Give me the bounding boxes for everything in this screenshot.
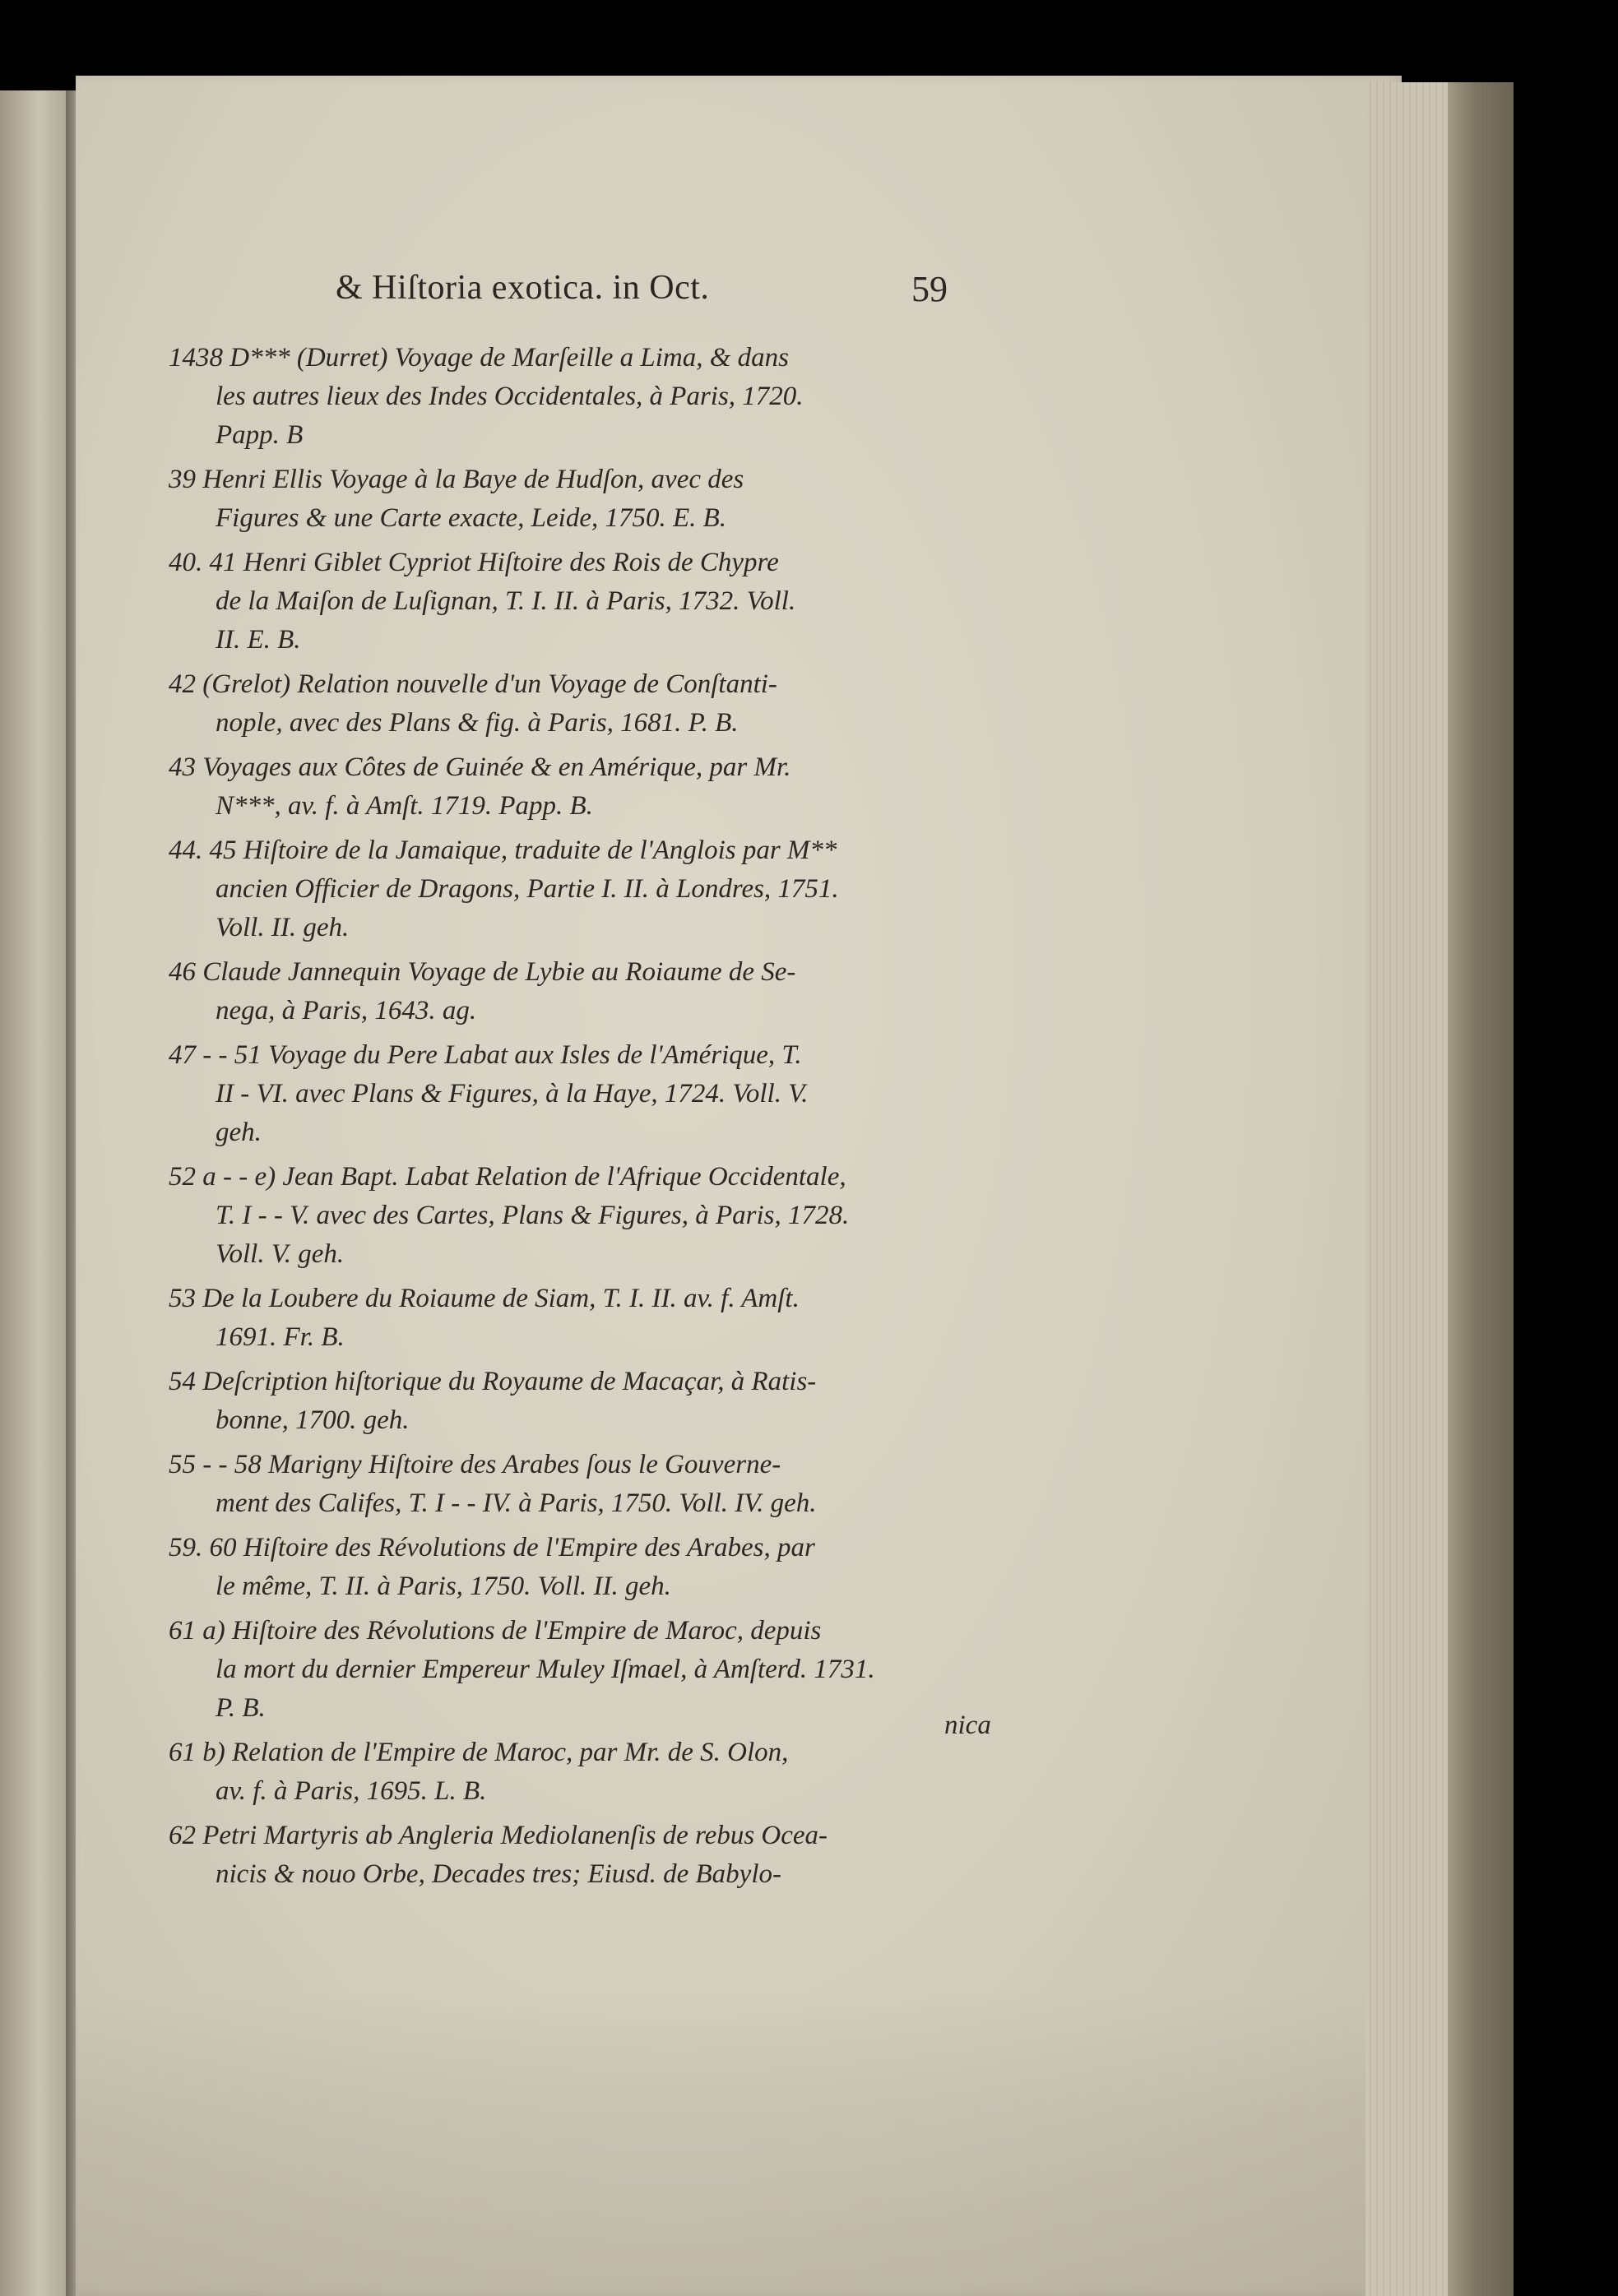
- catalogue-entry: [169, 1446, 1032, 1523]
- entry-line: Papp. B: [216, 420, 304, 450]
- catalogue-entry: [169, 1529, 1032, 1606]
- entry-line: 1691. Fr. B.: [216, 1322, 345, 1352]
- entry-line: nega, à Paris, 1643. ag.: [216, 996, 477, 1025]
- entry-line: 54 Deſcription hiſtorique du Royaume de Macaçar, à Ratis-: [169, 1367, 817, 1396]
- entry-line: 52 a - - e) Jean Bapt. Labat Relation de l'Afrique Occidentale,: [169, 1162, 846, 1192]
- entry-line: ancien Officier de Dragons, Partie I. II. à Londres, 1751.: [216, 874, 839, 904]
- entry-line: Voll. V. geh.: [216, 1239, 345, 1269]
- catalogue-entry: [169, 1734, 1032, 1811]
- entry-line: 43 Voyages aux Côtes de Guinée & en Amérique, par Mr.: [169, 752, 791, 782]
- fore-edge-shadow: [1448, 82, 1514, 2296]
- entry-line: nicis & nouo Orbe, Decades tres; Eiusd. de Babylo-: [216, 1859, 781, 1889]
- entry-line: 40. 41 Henri Giblet Cypriot Hiſtoire des Rois de Chypre: [169, 548, 779, 577]
- catalogue-entry: [169, 748, 1032, 826]
- catalogue-entries: [169, 339, 1032, 1900]
- catalogue-entry: [169, 544, 1032, 660]
- entry-line: av. f. à Paris, 1695. L. B.: [216, 1776, 487, 1806]
- entry-line: geh.: [216, 1118, 262, 1147]
- entry-line: P. B.: [216, 1693, 266, 1723]
- entry-line: II. E. B.: [216, 625, 301, 655]
- page-lower-shadow: [76, 1990, 1402, 2296]
- catalogue-entry: [169, 1817, 1032, 1894]
- entry-line: 61 a) Hiſtoire des Révolutions de l'Empire de Maroc, depuis: [169, 1616, 822, 1646]
- catalogue-entry: [169, 1363, 1032, 1440]
- entry-line: 53 De la Loubere du Roiaume de Siam, T. I. II. av. f. Amſt.: [169, 1284, 800, 1313]
- catchword: nica: [944, 1710, 991, 1740]
- entry-line: le même, T. II. à Paris, 1750. Voll. II. geh.: [216, 1572, 671, 1601]
- catalogue-entry: [169, 831, 1032, 947]
- entry-line: Voll. II. geh.: [216, 913, 350, 942]
- entry-line: 44. 45 Hiſtoire de la Jamaique, traduite de l'Anglois par M**: [169, 836, 837, 865]
- entry-line: les autres lieux des Indes Occidentales, à Paris, 1720.: [216, 382, 804, 411]
- entry-line: ment des Califes, T. I - - IV. à Paris, 1750. Voll. IV. geh.: [216, 1488, 817, 1518]
- running-head: & Hiſtoria exotica. in Oct.: [336, 269, 710, 307]
- entry-line: II - VI. avec Plans & Figures, à la Haye, 1724. Voll. V.: [216, 1079, 809, 1109]
- left-page-edge: [0, 90, 72, 2296]
- entry-line: bonne, 1700. geh.: [216, 1405, 410, 1435]
- entry-line: 55 - - 58 Marigny Hiſtoire des Arabes ſous le Gouverne-: [169, 1450, 781, 1479]
- entry-line: Figures & une Carte exacte, Leide, 1750. E. B.: [216, 503, 727, 533]
- catalogue-entry: [169, 1036, 1032, 1152]
- entry-line: N***, av. f. à Amſt. 1719. Papp. B.: [216, 791, 593, 821]
- catalogue-entry: [169, 1158, 1032, 1274]
- entry-line: de la Maiſon de Luſignan, T. I. II. à Paris, 1732. Voll.: [216, 586, 796, 616]
- entry-line: 47 - - 51 Voyage du Pere Labat aux Isles de l'Amérique, T.: [169, 1040, 802, 1070]
- catalogue-entry: [169, 339, 1032, 455]
- entry-line: 59. 60 Hiſtoire des Révolutions de l'Empire des Arabes, par: [169, 1533, 815, 1562]
- catalogue-entry: [169, 1612, 1032, 1728]
- entry-line: 62 Petri Martyris ab Angleria Mediolanenſis de rebus Ocea-: [169, 1821, 828, 1850]
- entry-line: 42 (Grelot) Relation nouvelle d'un Voyage de Conſtanti-: [169, 669, 777, 699]
- catalogue-entry: [169, 1280, 1032, 1357]
- page-number: 59: [911, 269, 948, 309]
- entry-line: 39 Henri Ellis Voyage à la Baye de Hudſon, avec des: [169, 465, 744, 494]
- entry-line: 46 Claude Jannequin Voyage de Lybie au Roiaume de Se-: [169, 957, 796, 987]
- entry-line: 61 b) Relation de l'Empire de Maroc, par Mr. de S. Olon,: [169, 1738, 789, 1767]
- catalogue-entry: [169, 953, 1032, 1030]
- catalogue-entry: [169, 461, 1032, 538]
- entry-line: T. I - - V. avec des Cartes, Plans & Figures, à Paris, 1728.: [216, 1201, 850, 1230]
- entry-line: 1438 D*** (Durret) Voyage de Marſeille a Lima, & dans: [169, 343, 790, 373]
- catalogue-entry: [169, 665, 1032, 743]
- entry-line: nople, avec des Plans & fig. à Paris, 1681. P. B.: [216, 708, 739, 738]
- entry-line: la mort du dernier Empereur Muley Iſmael, à Amſterd. 1731.: [216, 1655, 875, 1684]
